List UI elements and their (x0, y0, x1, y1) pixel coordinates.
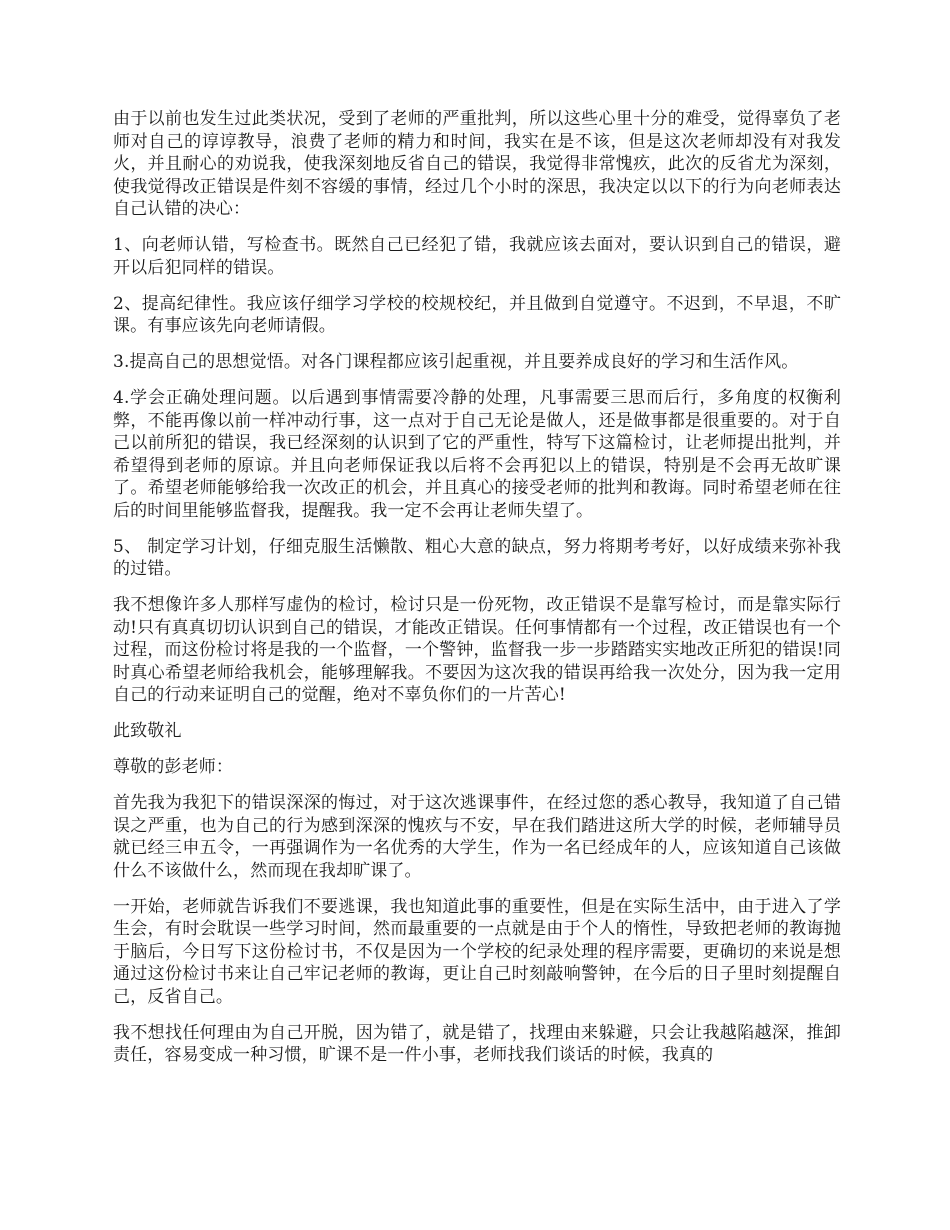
paragraph-conclusion: 我不想像许多人那样写虚伪的检讨，检讨只是一份死物，改正错误不是靠写检讨，而是靠实际行动!只有真真切切认识到自己的错误，才能改正错误。任何事情都有一个过程，改正错误也有一个过程，而这份检讨将是我的一个监督，一个警钟，监督我一步一步踏踏实实地改正所犯的错误!同时真心希望老师给我机会，能够理解我。不要因为这次我的错误再给我一次处分，因为我一定用自己的行动来证明自己的觉醒，绝对不辜负你们的一片苦心! (113, 595, 841, 705)
paragraph-item-4: 4.学会正确处理问题。以后遇到事情需要冷静的处理，凡事需要三思而后行，多角度的权衡利弊，不能再像以前一样冲动行事，这一点对于自己无论是做人，还是做事都是很重要的。对于自己以前所犯的错误，我已经深刻的认识到了它的严重性，特写下这篇检讨，让老师提出批判，并希望得到老师的原谅。并且向老师保证我以后将不会再犯以上的错误，特别是不会再无故旷课了。希望老师能够给我一次改正的机会，并且真心的接受老师的批判和教诲。同时希望老师在往后的时间里能够监督我，提醒我。我一定不会再让老师失望了。 (113, 388, 841, 521)
paragraph-item-1: 1、向老师认错，写检查书。既然自己已经犯了错，我就应该去面对，要认识到自己的错误，避开以后犯同样的错误。 (113, 235, 841, 278)
paragraph-continuation: 我不想找任何理由为自己开脱，因为错了，就是错了，找理由来躲避，只会让我越陷越深，推卸责任，容易变成一种习惯，旷课不是一件小事，老师找我们谈话的时候，我真的 (113, 1022, 841, 1065)
paragraph-apology: 首先我为我犯下的错误深深的悔过，对于这次逃课事件，在经过您的悉心教导，我知道了自己错误之严重，也为自己的行为感到深深的愧疚与不安，早在我们踏进这所大学的时候，老师辅导员就已经三申五令，一再强调作为一名优秀的大学生，作为一名已经成年的人，应该知道自己该做什么不该做什么，然而现在我却旷课了。 (113, 793, 841, 881)
letter-greeting: 尊敬的彭老师： (113, 757, 234, 777)
paragraph-reflection: 一开始，老师就告诉我们不要逃课，我也知道此事的重要性，但是在实际生活中，由于进入了学生会，有时会耽误一些学习时间，然而最重要的一点就是由于个人的惰性，导致把老师的教诲抛于脑后，今日写下这份检讨书，不仅是因为一个学校的纪录处理的程序需要，更确切的来说是想通过这份检讨书来让自己牢记老师的教诲，更让自己时刻敲响警钟，在今后的日子里时刻提醒自己，反省自己。 (113, 896, 841, 1007)
closing-salutation: 此致敬礼 (113, 721, 182, 741)
paragraph-item-3: 3.提高自己的思想觉悟。对各门课程都应该引起重视，并且要养成良好的学习和生活作风。 (113, 352, 799, 372)
paragraph-intro: 由于以前也发生过此类状况，受到了老师的严重批判，所以这些心里十分的难受，觉得辜负了老师对自己的谆谆教导，浪费了老师的精力和时间，我实在是不该，但是这次老师却没有对我发火，并且耐心的劝说我，使我深刻地反省自己的错误，我觉得非常愧疚，此次的反省尤为深刻，使我觉得改正错误是件刻不容缓的事情，经过几个小时的深思，我决定以以下的行为向老师表达自己认错的决心： (113, 109, 841, 219)
paragraph-item-5: 5、 制定学习计划，仔细克服生活懒散、粗心大意的缺点，努力将期考考好，以好成绩来弥补我的过错。 (113, 536, 841, 579)
document-body (113, 108, 841, 1080)
paragraph-item-2: 2、提高纪律性。我应该仔细学习学校的校规校纪，并且做到自觉遵守。不迟到，不早退，不旷课。有事应该先向老师请假。 (113, 293, 841, 336)
